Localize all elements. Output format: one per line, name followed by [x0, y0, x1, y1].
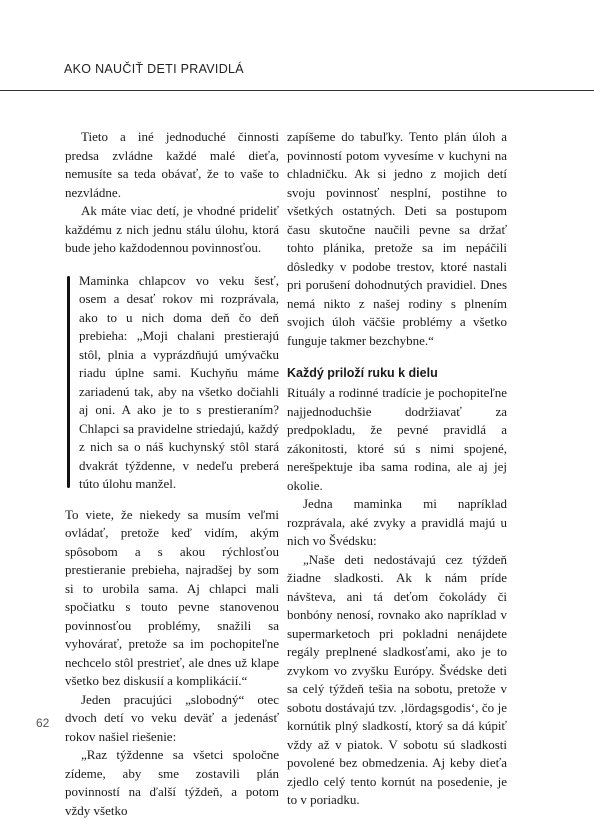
paragraph: Jedna maminka mi napríklad rozprávala, aké zvyky a pravidlá majú u nich vo Švédsku:	[287, 496, 507, 548]
right-column	[287, 128, 507, 810]
left-column	[65, 128, 279, 820]
paragraph: To viete, že niekedy sa musím veľmi ovládať, pretože keď vidím, akým spôsobom a s akou rýchlosťou prestieranie prebieha, najradšej by som si to urobila sama. Aj chlapci mali spočiatku s touto pevne stanovenou povinnosťou problémy, snažili sa vyhovárať, pretože sa im pochopiteľne nechcelo stôl prestrieť, ale dnes už klape všetko bez diskusií a komplikácií.“	[65, 506, 279, 688]
paragraph: „Raz týždenne sa všetci spoločne zídeme, aby sme zostavili plán povinností na ďalší týždeň, a potom vždy všetko	[65, 747, 279, 818]
paragraph: „Naše deti nedostávajú cez týždeň žiadne sladkosti. Ak k nám príde návšteva, ani tá deťom čokolády či bonbóny nenosí, rovnako ako napríklad v supermarketoch pri pokladni nenájdete regály preplnené sladkosťami, ako je to zvykom vo zvyšku Európy. Švédske deti sa celý týždeň tešia na sobotu, pretože v sobotu dostávajú tzv. ‚lördagsgodis‘, čo je kornútik plný sladkostí, ktorý sa dá kúpiť vždy až v piatok. V sobotu sú sladkosti povolené bez obmedzenia. Aj keby dieťa zjedlo celý tento kornút na posedenie, je to v poriadku.	[287, 551, 507, 807]
page-number: 62	[36, 716, 50, 730]
section-heading: Každý priloží ruku k dielu	[287, 366, 438, 380]
paragraph: Jeden pracujúci „slobodný“ otec dvoch detí vo veku deväť a jedenásť rokov našiel riešenie:	[65, 691, 279, 744]
quote-text: Maminka chlapcov vo veku šesť, osem a desať rokov mi rozprávala, ako to u nich doma deň čo deň prebieha: „Moji chalani prestierajú stôl, plnia a vyprázdňujú umývačku riadu úplne sami. Kuchyňu máme zariadenú tak, aby na všetko dočiahli aj oni. A ako je to s prestieraním? Chlapci sa pravidelne striedajú, každý z nich sa o náš kuchynský stôl stará dvakrát týždenne, v nedeľu preberá túto úlohu manžel.	[79, 272, 279, 491]
paragraph: Rituály a rodinné tradície je pochopiteľne najjednoduchšie dodržiavať za predpokladu, že pevné pravidlá a zákonitosti, ktoré sú s nimi spojené, nerešpektuje iba sama rodina, ale aj jej okolie.	[287, 385, 507, 493]
quote-bar	[67, 276, 70, 488]
running-header-title: AKO NAUČIŤ DETI PRAVIDLÁ	[64, 62, 244, 76]
paragraph: Tieto a iné jednoduché činnosti predsa zvládne každé malé dieťa, nemusíte sa teda obávať, že to vaše to nezvládne.	[65, 129, 279, 200]
highlighted-quote	[65, 272, 279, 494]
paragraph: Ak máte viac detí, je vhodné prideliť každému z nich jednu stálu úlohu, ktorá bude jeho každodennou povinnosťou.	[65, 203, 279, 255]
header-divider	[0, 90, 594, 91]
paragraph: zapíšeme do tabuľky. Tento plán úloh a povinností potom vyvesíme v kuchyni na chladničku. Ak si jedno z mojich detí svoju povinnosť nesplní, postihne to všetkých ostatných. Deti sa postupom času skutočne naučili pevne sa držať tohto plánika, pretože sa im nepáčili dôsledky v podobe trestov, ktoré nastali pri porušení dohodnutých pravidiel. Dnes nemá nikto z našej rodiny s plnením svojich úloh väčšie problémy a všetko funguje takmer bezchybne.“	[287, 129, 507, 348]
